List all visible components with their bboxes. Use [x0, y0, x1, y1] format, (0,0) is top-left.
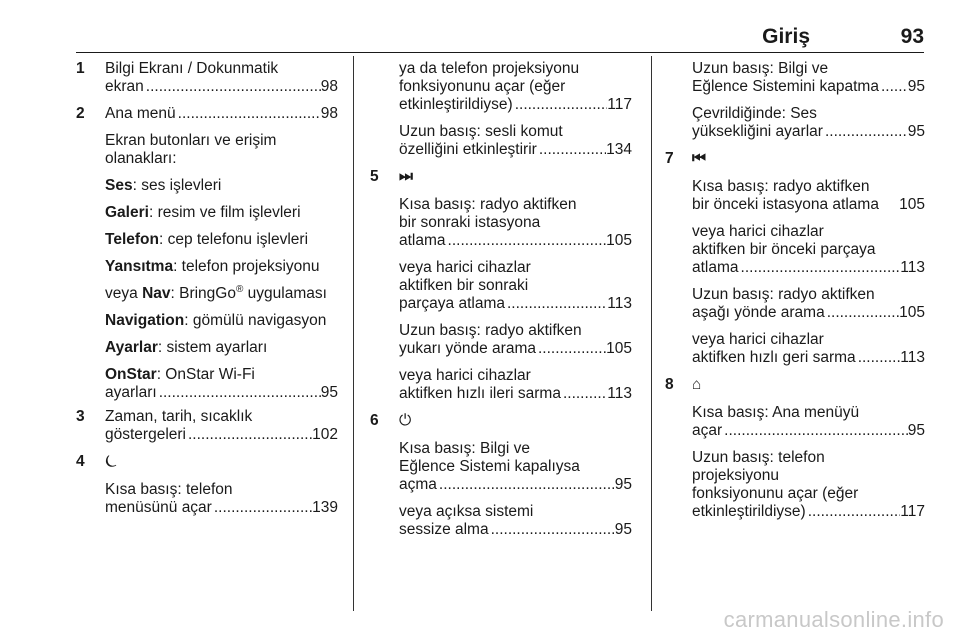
leader-dots — [437, 476, 615, 494]
leader-dots — [176, 105, 321, 123]
entry-text: aktifken bir önceki parçaya — [692, 241, 876, 258]
entry-text: etkinleştirildiyse) — [399, 96, 513, 113]
entry-text: özelliğini etkinleştirir — [399, 141, 537, 158]
feature-yansitma — [105, 258, 338, 276]
toc-line — [105, 499, 338, 517]
page-ref[interactable]: 117 — [900, 503, 925, 520]
entry-text: Çevrildiğinde: Ses — [692, 105, 817, 122]
toc-line — [692, 196, 925, 214]
feature-name: Telefon — [105, 231, 159, 248]
column-1 — [76, 60, 338, 517]
leader-dots — [513, 96, 608, 114]
entry-text: veya harici cihazlar — [399, 259, 531, 276]
page-ref[interactable]: 113 — [900, 349, 925, 366]
entry-text: menüsünü açar — [105, 499, 212, 516]
entry-text: fonksiyonunu açar (eğer — [399, 78, 566, 95]
entry-text: aktifken hızlı geri sarma — [692, 349, 856, 366]
feature-desc: : telefon projeksiyonu — [173, 258, 320, 275]
entry-text: aşağı yönde arama — [692, 304, 825, 321]
feature-galeri — [105, 204, 338, 222]
toc-line — [399, 340, 632, 358]
entry-text: veya açıksa sistemi — [399, 503, 534, 520]
entry-text: atlama — [692, 259, 739, 276]
entry-text: yüksekliğini ayarlar — [692, 123, 823, 140]
skip-forward-icon: ⏭ — [399, 168, 413, 185]
leader-dots — [489, 521, 615, 539]
entry-5 — [370, 168, 632, 403]
leader-dots — [144, 78, 321, 96]
page-ref[interactable]: 139 — [312, 499, 338, 516]
entry-text: Zaman, tarih, sıcaklık — [105, 408, 253, 425]
entry-text: fonksiyonunu açar (eğer — [692, 485, 859, 502]
entry-number: 7 — [665, 150, 674, 167]
toc-line — [399, 96, 632, 114]
leader-dots — [186, 426, 312, 444]
page-ref[interactable]: 105 — [606, 340, 632, 357]
header-rule — [76, 52, 924, 53]
entry-text: açma — [399, 476, 437, 493]
feature-onstar — [105, 366, 338, 402]
feature-nav — [105, 285, 338, 303]
page-ref[interactable]: 113 — [900, 259, 925, 276]
leader-dots — [561, 385, 607, 403]
page-ref[interactable]: 113 — [607, 295, 632, 312]
toc-line — [692, 123, 925, 141]
toc-line — [399, 232, 632, 250]
entry-2 — [76, 105, 338, 402]
leader-dots — [825, 304, 899, 322]
page-ref[interactable]: 95 — [614, 521, 632, 538]
leader-dots — [823, 123, 908, 141]
entry-text: Kısa basış: Ana menüyü — [692, 404, 860, 421]
leader-dots — [157, 384, 321, 402]
feature-desc: : OnStar Wi-Fi — [156, 366, 255, 383]
entry-8 — [665, 376, 925, 521]
entry-text: Eğlence Sistemi kapalıysa — [399, 458, 580, 475]
page-ref[interactable]: 102 — [312, 426, 338, 443]
entry-text: veya harici cihazlar — [692, 331, 824, 348]
leader-dots — [856, 349, 901, 367]
feature-name: Yansıtma — [105, 258, 174, 275]
toc-line — [399, 295, 632, 313]
toc-line — [399, 476, 632, 494]
entry-number: 3 — [76, 408, 85, 425]
feature-name: Ses — [105, 177, 133, 194]
feature-name: OnStar — [105, 366, 157, 383]
page-ref[interactable]: 105 — [899, 196, 925, 213]
entry-text: Ana menü — [105, 105, 176, 122]
column-3 — [665, 60, 925, 530]
entry-text: bir sonraki istasyona — [399, 214, 541, 231]
skip-back-icon: ⏮ — [692, 150, 706, 167]
toc-line — [105, 78, 338, 96]
entry-text: veya harici cihazlar — [692, 223, 824, 240]
leader-dots — [446, 232, 607, 250]
registered-mark: ® — [235, 283, 244, 295]
toc-line — [692, 78, 925, 96]
page-ref[interactable]: 105 — [606, 232, 632, 249]
leader-dots — [722, 422, 908, 440]
entry-text: Uzun basış: radyo aktifken — [399, 322, 582, 339]
feature-ayarlar — [105, 339, 338, 357]
page-number: 93 — [900, 25, 924, 48]
entry-text: Kısa basış: Bilgi ve — [399, 440, 530, 457]
feature-desc: uygulaması — [243, 285, 327, 302]
feature-name: Galeri — [105, 204, 149, 221]
column-divider — [651, 56, 652, 611]
toc-line — [399, 141, 632, 159]
leader-dots — [212, 499, 312, 517]
feature-desc: : gömülü navigasyon — [184, 312, 327, 329]
feature-telefon — [105, 231, 338, 249]
page-ref[interactable]: 98 — [320, 78, 338, 95]
entry-number: 5 — [370, 168, 379, 185]
entry-text: sessize alma — [399, 521, 489, 538]
feature-desc: : sistem ayarları — [157, 339, 268, 356]
entry-text: Uzun basış: telefon — [692, 449, 825, 466]
leader-dots — [806, 503, 901, 521]
entry-number: 1 — [76, 60, 85, 77]
page-ref[interactable]: 117 — [607, 96, 632, 113]
entry-number: 6 — [370, 412, 379, 429]
page-ref[interactable]: 134 — [606, 141, 632, 158]
page-ref[interactable]: 98 — [320, 105, 338, 122]
leader-dots — [537, 141, 606, 159]
entry-text: aktifken bir sonraki — [399, 277, 529, 294]
toc-line — [692, 349, 925, 367]
toc-line — [692, 422, 925, 440]
entry-text: Ekran butonları ve erişim — [105, 132, 277, 149]
entry-text: ya da telefon projeksiyonu — [399, 60, 580, 77]
feature-name: Nav — [142, 285, 171, 302]
entry-text: Kısa basış: radyo aktifken — [692, 178, 870, 195]
entry-text: ayarları — [105, 384, 157, 401]
page-ref[interactable]: 95 — [614, 476, 632, 493]
feature-desc: : BringGo — [170, 285, 236, 302]
entry-text: Kısa basış: radyo aktifken — [399, 196, 577, 213]
page-ref[interactable]: 95 — [907, 422, 925, 439]
entry-text: olanakları: — [105, 150, 177, 167]
toc-line — [105, 426, 338, 444]
entry-text: atlama — [399, 232, 446, 249]
leader-dots — [536, 340, 606, 358]
entry-text: veya harici cihazlar — [399, 367, 531, 384]
entry-text: Eğlence Sistemini kapatma — [692, 78, 879, 95]
entry-text: yukarı yönde arama — [399, 340, 536, 357]
entry-text: projeksiyonu — [692, 467, 780, 484]
page-ref[interactable]: 95 — [907, 78, 925, 95]
entry-7 — [665, 150, 925, 367]
page-ref[interactable]: 113 — [607, 385, 632, 402]
power-icon: ⏻ — [399, 412, 412, 429]
column-2 — [370, 60, 632, 548]
entry-4 — [76, 453, 338, 517]
entry-text: göstergeleri — [105, 426, 186, 443]
entry-number: 2 — [76, 105, 85, 122]
feature-ses — [105, 177, 338, 195]
page-ref[interactable]: 95 — [907, 123, 925, 140]
entry-3 — [76, 408, 338, 444]
entry-text: aktifken hızlı ileri sarma — [399, 385, 561, 402]
feature-desc: veya — [105, 285, 143, 302]
entry-number: 8 — [665, 376, 674, 393]
entry-text: bir önceki istasyona atlama — [692, 196, 879, 213]
toc-line — [692, 259, 925, 277]
entry-text: Uzun basış: sesli komut — [399, 123, 563, 140]
feature-desc: : cep telefonu işlevleri — [158, 231, 309, 248]
feature-navigation — [105, 312, 338, 330]
toc-line — [105, 105, 338, 123]
feature-desc: : resim ve film işlevleri — [148, 204, 301, 221]
entry-text: ekran — [105, 78, 144, 95]
entry-1 — [76, 60, 338, 96]
phone-icon: ⏾ — [105, 453, 118, 470]
watermark: carmanualsonline.info — [723, 607, 944, 632]
entry-text: açar — [692, 422, 723, 439]
page-ref[interactable]: 95 — [320, 384, 338, 401]
leader-dots — [739, 259, 901, 277]
feature-desc: : ses işlevleri — [132, 177, 222, 194]
toc-line — [692, 304, 925, 322]
page-ref[interactable]: 105 — [899, 304, 925, 321]
feature-name: Ayarlar — [105, 339, 158, 356]
toc-line — [399, 521, 632, 539]
entry-text: etkinleştirildiyse) — [692, 503, 806, 520]
toc-line — [692, 503, 925, 521]
toc-line — [105, 384, 338, 402]
leader-dots — [879, 78, 908, 96]
toc-line — [399, 385, 632, 403]
feature-name: Navigation — [105, 312, 185, 329]
entry-6 — [370, 412, 632, 539]
home-icon: ⌂ — [692, 376, 702, 393]
entry-text: Uzun basış: radyo aktifken — [692, 286, 875, 303]
leader-dots — [505, 295, 607, 313]
entry-text: Kısa basış: telefon — [105, 481, 233, 498]
column-divider — [353, 56, 354, 611]
entry-text: Uzun basış: Bilgi ve — [692, 60, 829, 77]
entry-text: parçaya atlama — [399, 295, 505, 312]
entry-number: 4 — [76, 453, 85, 470]
entry-text: Bilgi Ekranı / Dokunmatik — [105, 60, 279, 77]
section-title: Giriş — [762, 25, 810, 48]
